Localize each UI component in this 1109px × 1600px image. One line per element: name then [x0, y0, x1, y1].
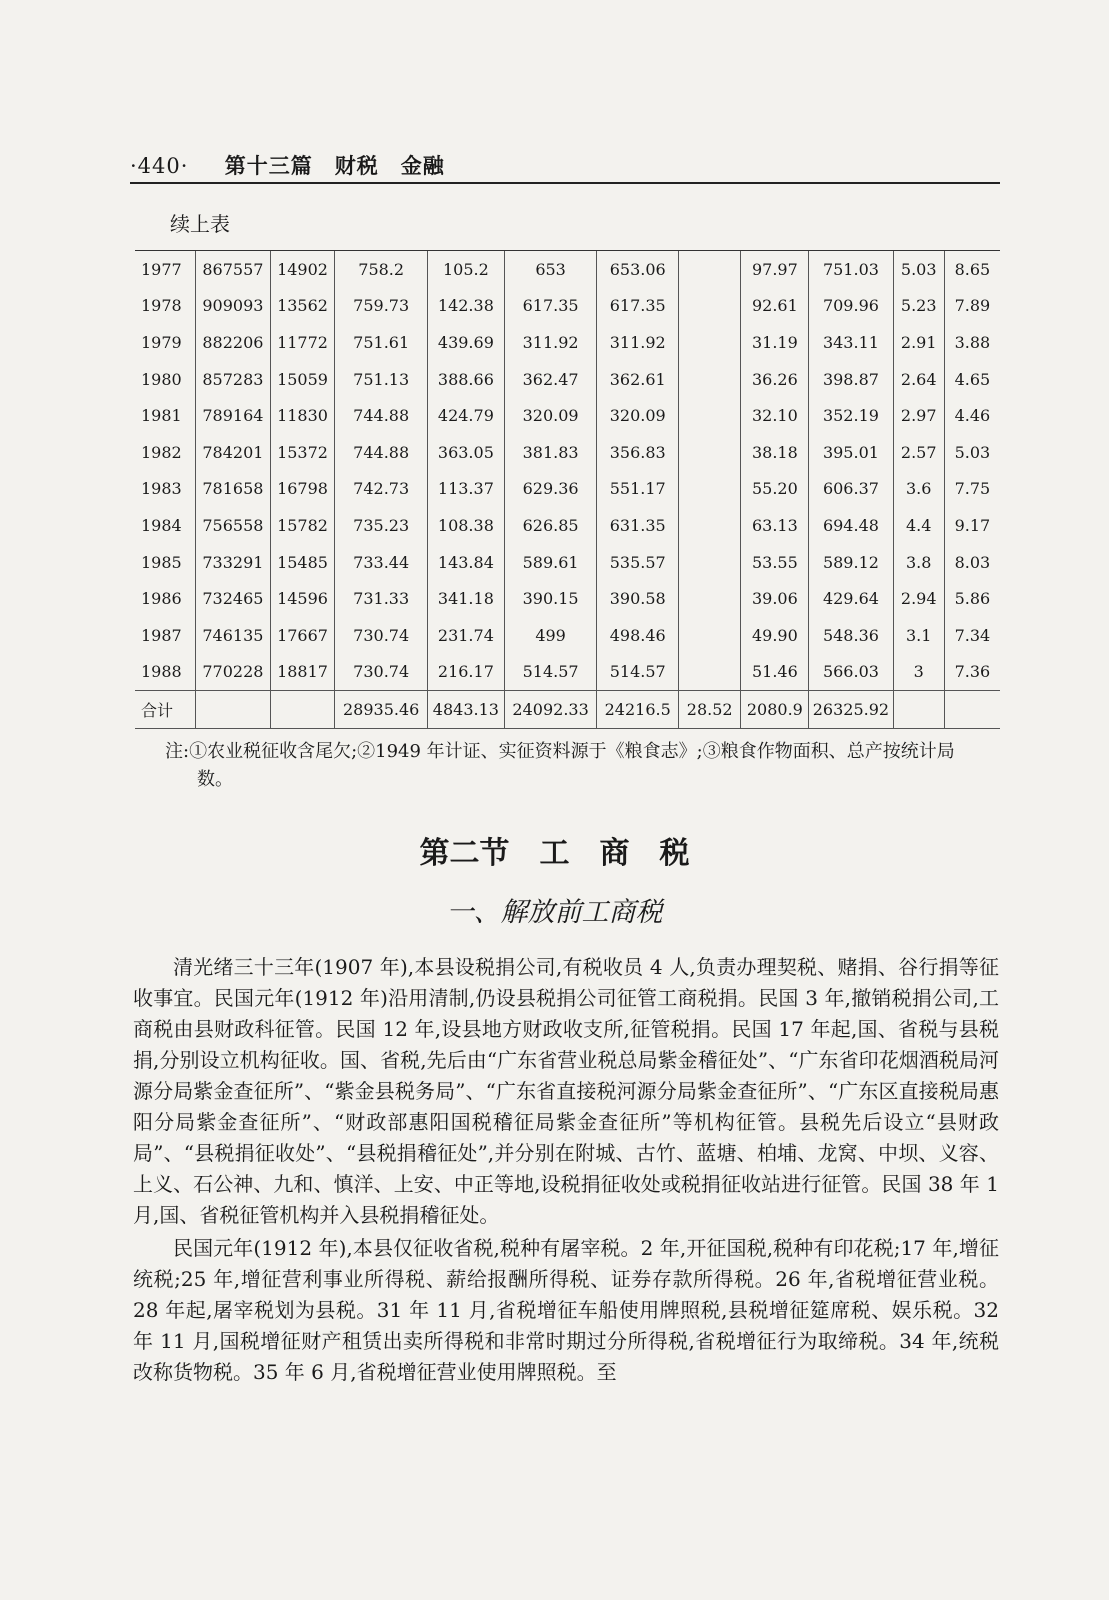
- table-cell: 499: [504, 617, 597, 654]
- table-row: [135, 544, 1000, 581]
- table-cell: 566.03: [809, 654, 893, 691]
- table-cell: [678, 324, 741, 361]
- table-cell: 7.89: [944, 288, 1000, 325]
- table-cell: 2.57: [893, 434, 944, 471]
- table-cell: 11772: [270, 324, 335, 361]
- table-cell: 770228: [196, 654, 271, 691]
- table-cell: 362.47: [504, 361, 597, 398]
- page-number: ·440·: [130, 154, 189, 178]
- table-cell: 26325.92: [809, 691, 893, 729]
- table-row-label: 1978: [141, 296, 182, 316]
- table-cell: 548.36: [809, 617, 893, 654]
- table-cell: 8.65: [944, 251, 1000, 288]
- table-cell: 751.13: [335, 361, 428, 398]
- header-rule: [130, 182, 1000, 184]
- table-cell: 535.57: [597, 544, 678, 581]
- grain-tax-table: [135, 250, 1000, 729]
- table-cell: 9.17: [944, 507, 1000, 544]
- table-cell: 5.86: [944, 580, 1000, 617]
- table-cell: 388.66: [428, 361, 505, 398]
- table-row-label: 1982: [141, 442, 182, 462]
- table-cell: 733.44: [335, 544, 428, 581]
- table-row: [135, 397, 1000, 434]
- table-cell: 756558: [196, 507, 271, 544]
- table-cell: 4.65: [944, 361, 1000, 398]
- table-cell: 32.10: [741, 397, 809, 434]
- table-cell: 4.46: [944, 397, 1000, 434]
- table-cell: 3.88: [944, 324, 1000, 361]
- table-cell: 2.97: [893, 397, 944, 434]
- table-cell: 24092.33: [504, 691, 597, 729]
- table-row-label: 合计: [135, 691, 196, 729]
- table-cell: 735.23: [335, 507, 428, 544]
- table-cell: 381.83: [504, 434, 597, 471]
- table-cell: 51.46: [741, 654, 809, 691]
- table-cell: 320.09: [504, 397, 597, 434]
- table-cell: 2080.9: [741, 691, 809, 729]
- table-cell: [678, 397, 741, 434]
- table-cell: 216.17: [428, 654, 505, 691]
- table-cell: 653: [504, 251, 597, 288]
- table-note: [165, 738, 1005, 794]
- table-row-label: 1985: [141, 552, 182, 572]
- table-cell: 108.38: [428, 507, 505, 544]
- table-cell: 498.46: [597, 617, 678, 654]
- table-cell: 15059: [270, 361, 335, 398]
- table-cell: 97.97: [741, 251, 809, 288]
- table-row: [135, 617, 1000, 654]
- table-cell: 8.03: [944, 544, 1000, 581]
- table-cell: 730.74: [335, 654, 428, 691]
- table-cell: 551.17: [597, 471, 678, 508]
- table-row-label: 1984: [141, 515, 182, 535]
- table-row-label: 1988: [141, 662, 182, 682]
- table-cell: 142.38: [428, 288, 505, 325]
- table-cell: 7.36: [944, 654, 1000, 691]
- table-cell: 92.61: [741, 288, 809, 325]
- table-cell: 311.92: [597, 324, 678, 361]
- table-cell: 3.1: [893, 617, 944, 654]
- table-cell: 15485: [270, 544, 335, 581]
- table-cell: [678, 544, 741, 581]
- table-cell: 14596: [270, 580, 335, 617]
- table-row: [135, 654, 1000, 691]
- table-cell: 143.84: [428, 544, 505, 581]
- table-cell: 759.73: [335, 288, 428, 325]
- continued-label: 续上表: [170, 212, 230, 236]
- table-cell: 7.34: [944, 617, 1000, 654]
- table-cell: 629.36: [504, 471, 597, 508]
- table-row-label: 1979: [141, 332, 182, 352]
- table-row-label: 1980: [141, 369, 182, 389]
- table-cell: 5.03: [944, 434, 1000, 471]
- table-cell: [678, 288, 741, 325]
- table-cell: 631.35: [597, 507, 678, 544]
- table-cell: 742.73: [335, 471, 428, 508]
- table-cell: 398.87: [809, 361, 893, 398]
- table-cell: [678, 507, 741, 544]
- table-cell: 617.35: [597, 288, 678, 325]
- table-row: [135, 471, 1000, 508]
- table-row-label: 1987: [141, 625, 182, 645]
- table-cell: 653.06: [597, 251, 678, 288]
- table-cell: 751.03: [809, 251, 893, 288]
- table-cell: 11830: [270, 397, 335, 434]
- table-cell: 3.8: [893, 544, 944, 581]
- table-cell: 16798: [270, 471, 335, 508]
- table-cell: 4.4: [893, 507, 944, 544]
- table-cell: 424.79: [428, 397, 505, 434]
- table-cell: [678, 580, 741, 617]
- table-cell: 589.12: [809, 544, 893, 581]
- table-cell: [678, 434, 741, 471]
- table-cell: 15782: [270, 507, 335, 544]
- table-cell: 626.85: [504, 507, 597, 544]
- table-cell: 882206: [196, 324, 271, 361]
- table-cell: 730.74: [335, 617, 428, 654]
- table-cell: 55.20: [741, 471, 809, 508]
- table-cell: 733291: [196, 544, 271, 581]
- table-row: [135, 580, 1000, 617]
- table-cell: 731.33: [335, 580, 428, 617]
- table-cell: 390.58: [597, 580, 678, 617]
- table-cell: 362.61: [597, 361, 678, 398]
- table-cell: 694.48: [809, 507, 893, 544]
- table-cell: 439.69: [428, 324, 505, 361]
- table-cell: 24216.5: [597, 691, 678, 729]
- note-line-2: 数。: [197, 769, 233, 790]
- table-cell: 867557: [196, 251, 271, 288]
- note-line-1: 注:①农业税征收含尾欠;②1949 年计证、实征资料源于《粮食志》;③粮食作物面积、总产按统计局: [165, 741, 955, 762]
- table-row: [135, 361, 1000, 398]
- table-cell: 231.74: [428, 617, 505, 654]
- table-cell: 784201: [196, 434, 271, 471]
- body-text: [133, 952, 999, 1390]
- table-row: [135, 324, 1000, 361]
- table-cell: 5.03: [893, 251, 944, 288]
- table-cell: [678, 251, 741, 288]
- paragraph-1: 清光绪三十三年(1907 年),本县设税捐公司,有税收员 4 人,负责办理契税、赌捐、谷行捐等征收事宜。民国元年(1912 年)沿用清制,仍设县税捐公司征管工商税捐。民国 3 年,撤销税捐公司,工商税由县财政科征管。民国 12 年,设县地方财政收支所,征管税捐。民国 17 年起,国、省税与县税捐,分别设立机构征收。国、省税,先后由“广东省营业税总局紫金稽征处”、“广东省印花烟酒税局河源分局紫金查征所”、“紫金县税务局”、“广东省直接税河源分局紫金查征所”、“广东区直接税局惠阳分局紫金查征所”、“财政部惠阳国税稽征局紫金查征所”等机构征管。县税先后设立“县财政局”、“县税捐征收处”、“县税捐稽征处”,并分别在附城、古竹、蓝塘、柏埔、龙窝、中坝、义容、上义、石公神、九和、慎洋、上安、中正等地,设税捐征收处或税捐征收站进行征管。民国 38 年 1 月,国、省税征管机构并入县税捐稽征处。: [133, 955, 999, 1227]
- table-cell: 589.61: [504, 544, 597, 581]
- table-cell: 758.2: [335, 251, 428, 288]
- table-cell: 395.01: [809, 434, 893, 471]
- table-cell: 909093: [196, 288, 271, 325]
- table-cell: 746135: [196, 617, 271, 654]
- table-row: [135, 434, 1000, 471]
- table-cell: 356.83: [597, 434, 678, 471]
- table-cell: 744.88: [335, 434, 428, 471]
- table-cell: 343.11: [809, 324, 893, 361]
- table-cell: [270, 691, 335, 729]
- table-cell: 789164: [196, 397, 271, 434]
- table-cell: 606.37: [809, 471, 893, 508]
- table-cell: 2.64: [893, 361, 944, 398]
- table-cell: [678, 471, 741, 508]
- table-cell: 320.09: [597, 397, 678, 434]
- table-row: [135, 251, 1000, 288]
- table-cell: 709.96: [809, 288, 893, 325]
- table-row-label: 1986: [141, 589, 182, 609]
- table-cell: 63.13: [741, 507, 809, 544]
- table-cell: 17667: [270, 617, 335, 654]
- table-cell: 15372: [270, 434, 335, 471]
- table-cell: 2.94: [893, 580, 944, 617]
- table-cell: [944, 691, 1000, 729]
- table-cell: 3: [893, 654, 944, 691]
- table-cell: 105.2: [428, 251, 505, 288]
- table-cell: 49.90: [741, 617, 809, 654]
- table-cell: 2.91: [893, 324, 944, 361]
- table-cell: 751.61: [335, 324, 428, 361]
- table-cell: 5.23: [893, 288, 944, 325]
- table-cell: [196, 691, 271, 729]
- table-cell: 390.15: [504, 580, 597, 617]
- table-cell: 14902: [270, 251, 335, 288]
- table-cell: 514.57: [597, 654, 678, 691]
- table-cell: 744.88: [335, 397, 428, 434]
- table-cell: [678, 361, 741, 398]
- table-cell: [893, 691, 944, 729]
- table-cell: 39.06: [741, 580, 809, 617]
- table-cell: 363.05: [428, 434, 505, 471]
- table-cell: 7.75: [944, 471, 1000, 508]
- table-cell: 429.64: [809, 580, 893, 617]
- table-cell: 53.55: [741, 544, 809, 581]
- table-cell: 514.57: [504, 654, 597, 691]
- table-cell: 28.52: [678, 691, 741, 729]
- table-row-label: 1977: [135, 251, 196, 288]
- table-cell: 781658: [196, 471, 271, 508]
- table-cell: [678, 654, 741, 691]
- table-row: [135, 507, 1000, 544]
- table-cell: [678, 617, 741, 654]
- table-cell: 732465: [196, 580, 271, 617]
- table-cell: 38.18: [741, 434, 809, 471]
- chapter-title: 第十三篇 财税 金融: [224, 153, 445, 178]
- table-cell: 352.19: [809, 397, 893, 434]
- paragraph-2: 民国元年(1912 年),本县仅征收省税,税种有屠宰税。2 年,开征国税,税种有印花税;17 年,增征统税;25 年,增征营利事业所得税、薪给报酬所得税、证券存款所得税。26 年,省税增征营业税。28 年起,屠宰税划为县税。31 年 11 月,省税增征车船使用牌照税,县税增征筵席税、娱乐税。32 年 11 月,国税增征财产租赁出卖所得税和非常时期过分所得税,省税增征行为取缔税。34 年,统税改称货物税。35 年 6 月,省税增征营业使用牌照税。至: [133, 1236, 999, 1384]
- table-row: [135, 288, 1000, 325]
- table-cell: 113.37: [428, 471, 505, 508]
- table-row-label: 1983: [141, 479, 182, 499]
- table-row-label: 1981: [141, 406, 182, 426]
- table-cell: 617.35: [504, 288, 597, 325]
- table-cell: 18817: [270, 654, 335, 691]
- subsection-title: 一、解放前工商税: [446, 897, 663, 928]
- table-cell: 857283: [196, 361, 271, 398]
- section-title: 第二节 工 商 税: [419, 836, 690, 871]
- table-cell: 3.6: [893, 471, 944, 508]
- table-cell: 13562: [270, 288, 335, 325]
- table-cell: 31.19: [741, 324, 809, 361]
- table-cell: 4843.13: [428, 691, 505, 729]
- table-total-row: [135, 691, 1000, 729]
- table-cell: 341.18: [428, 580, 505, 617]
- table-cell: 311.92: [504, 324, 597, 361]
- table-cell: 28935.46: [335, 691, 428, 729]
- page-header: [130, 150, 445, 180]
- table-cell: 36.26: [741, 361, 809, 398]
